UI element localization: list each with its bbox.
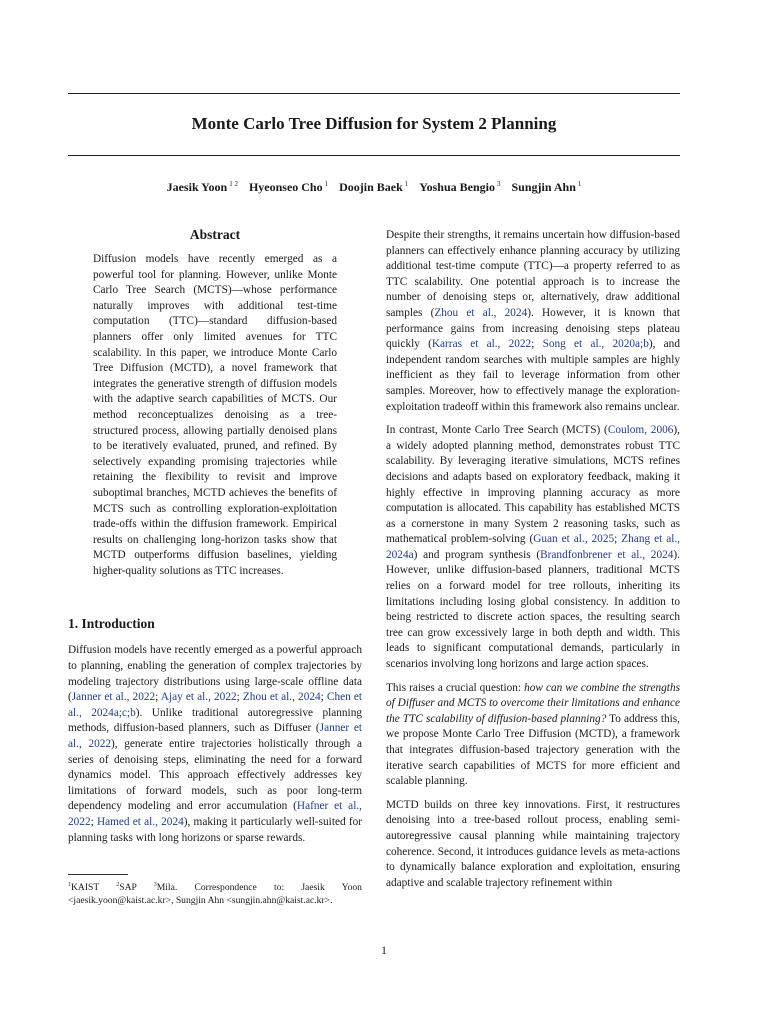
body-paragraph: Despite their strengths, it remains uncertain how diffusion-based planners can effectively enhance planning accuracy by utilizing additional test-time compute (TTC)—a property referred to as TTC scalability. One potential approach is to increase the number of denoising steps or, alternatively, draw additional samples (Zhou et al., 2024). However, it is known that performance gains from increasing denoising steps plateau quickly (Karras et al., 2022; Song et al., 2020a;b), and independent random searches with multiple samples are highly inefficient as they fail to leverage information from other samples. Moreover, how to effectively manage the exploration-exploitation tradeoff within this framework also remains unclear. bbox=[386, 229, 680, 413]
left-column bbox=[68, 226, 362, 854]
affiliation-footnote: $^1$KAIST $^2$SAP $^3$Mila. Correspondence to: Jaesik Yoon <jaesik.yoon@kaist.ac.kr>, Sungjin Ahn <sungjin.ahn@kaist.ac.kr>. bbox=[68, 874, 362, 907]
citation-link[interactable]: Zhang et al., 2024a bbox=[386, 533, 680, 561]
paper-title: Monte Carlo Tree Diffusion for System 2 Planning bbox=[191, 114, 557, 133]
page-number: 1 bbox=[381, 945, 387, 957]
citation-link[interactable]: Hafner et al., 2022 bbox=[68, 800, 362, 828]
introduction-heading: 1. Introduction bbox=[68, 616, 155, 632]
body-paragraph: In contrast, Monte Carlo Tree Search (MCTS) (Coulom, 2006), a widely adopted planning method, demonstrates robust TTC scalability. By leveraging iterative simulations, MCTS refines decisions and adapts based on exploratory feedback, making it highly effective in improving planning accuracy as more computation is allocated. This capability has established MCTS as a cornerstone in many System 2 reasoning tasks, such as mathematical problem-solving (Guan et al., 2025; Zhang et al., 2024a) and program synthesis (Brandfonbrener et al., 2024). However, unlike diffusion-based planners, traditional MCTS relies on a forward model for tree rollouts, inheriting its limitations including losing global consistency. In addition to being restricted to discrete action spaces, the resulting search tree can grow excessively large in both depth and width. This leads to significant computational demands, particularly in scenarios involving long horizons and large action spaces. bbox=[386, 424, 680, 671]
top-rule bbox=[68, 93, 680, 94]
citation-link[interactable]: Karras et al., 2022 bbox=[431, 338, 532, 351]
intro-paragraph: Diffusion models have recently emerged as a powerful approach to planning, enabling the generation of complex trajectories by modeling trajectory distributions using large-scale offline data (Janner et al., 2022; Ajay et al., 2022; Zhou et al., 2024; Chen et al., 2024a;c;b). Unlike traditional autoregressive planning methods, diffusion-based planners, such as Diffuser (Janner et al., 2022), generate entire trajectories holistically through a series of denoising steps, eliminating the need for a forward dynamics model. This approach effectively addresses key limitations of forward models, such as poor long-term dependency modeling and error accumulation (Hafner et al., 2022; Hamed et al., 2024), making it particularly well-suited for planning tasks with long horizons or sparse rewards. bbox=[68, 644, 363, 844]
citation-link[interactable]: Brandfonbrener et al., 2024 bbox=[540, 548, 674, 561]
author: Sungjin Ahn $^1$ bbox=[511, 180, 582, 194]
citation-link[interactable]: Chen et al., 2024a;c;b bbox=[68, 691, 363, 719]
citation-link[interactable]: Hamed et al., 2024 bbox=[96, 816, 184, 828]
author: Hyeonseo Cho $^1$ bbox=[248, 180, 329, 194]
citation-link[interactable]: Janner et al., 2022 bbox=[68, 722, 362, 751]
footnote-rule bbox=[68, 874, 128, 875]
citation-link[interactable]: Guan et al., 2025 bbox=[533, 533, 615, 546]
citation-link[interactable]: Janner et al., 2022 bbox=[71, 691, 156, 704]
citation-link[interactable]: Song et al., 2020a;b bbox=[542, 338, 649, 351]
author: Yoshua Bengio $^3$ bbox=[419, 180, 501, 194]
author: Jaesik Yoon $^{1 2}$ bbox=[166, 180, 238, 194]
citation-link[interactable]: Coulom, 2006 bbox=[607, 424, 674, 437]
citation-link[interactable]: Ajay et al., 2022 bbox=[160, 691, 237, 704]
abstract-heading: Abstract bbox=[189, 227, 241, 242]
body-paragraph: This raises a crucial question: how can we combine the strengths of Diffuser and MCTS to overcome their limitations and enhance the TTC scalability of diffusion-based planning? To address this, we propose Monte Carlo Tree Diffusion (MCTD), a framework that integrates diffusion-based trajectory generation with the iterative search capabilities of MCTS for more efficient and scalable planning. bbox=[386, 681, 680, 788]
title-rule bbox=[68, 155, 680, 156]
research-question: how can we combine the strengths of Diffuser and MCTS to overcome their limitations and enhance the TTC scalability of diffusion-based planning? bbox=[386, 681, 680, 725]
abstract-text: Diffusion models have recently emerged as a powerful tool for planning. However, unlike Monte Carlo Tree Search (MCTS)—whose performance naturally improves with additional test-time computation (TTC)—standard diffusion-based planners offer only limited avenues for TTC scalability. In this paper, we introduce Monte Carlo Tree Diffusion (MCTD), a novel framework that integrates the generative strength of diffusion models with the adaptive search capabilities of MCTS. Our method reconceptualizes denoising as a tree-structured process, allowing partially denoised plans to be iteratively evaluated, pruned, and refined. By selectively expanding promising trajectories while retaining the flexibility to revisit and improve suboptimal branches, MCTD achieves the benefits of MCTS such as controlling exploration-exploitation trade-offs within the diffusion framework. Empirical results on challenging long-horizon tasks show that MCTD outperforms diffusion baselines, yielding higher-quality solutions as TTC increases. bbox=[93, 253, 337, 577]
right-column bbox=[386, 228, 680, 899]
author-list bbox=[68, 180, 680, 195]
body-paragraph: MCTD builds on three key innovations. First, it restructures denoising into a tree-based rollout process, enabling semi-autoregressive causal planning while maintaining trajectory coherence. Second, it introduces guidance levels as meta-actions to dynamically balance exploration and exploitation, ensuring adaptive and scalable trajectory refinement within bbox=[386, 798, 680, 889]
citation-link[interactable]: Zhou et al., 2024 bbox=[434, 306, 528, 319]
citation-link[interactable]: Zhou et al., 2024 bbox=[242, 691, 321, 704]
author: Doojin Baek $^1$ bbox=[339, 180, 409, 194]
